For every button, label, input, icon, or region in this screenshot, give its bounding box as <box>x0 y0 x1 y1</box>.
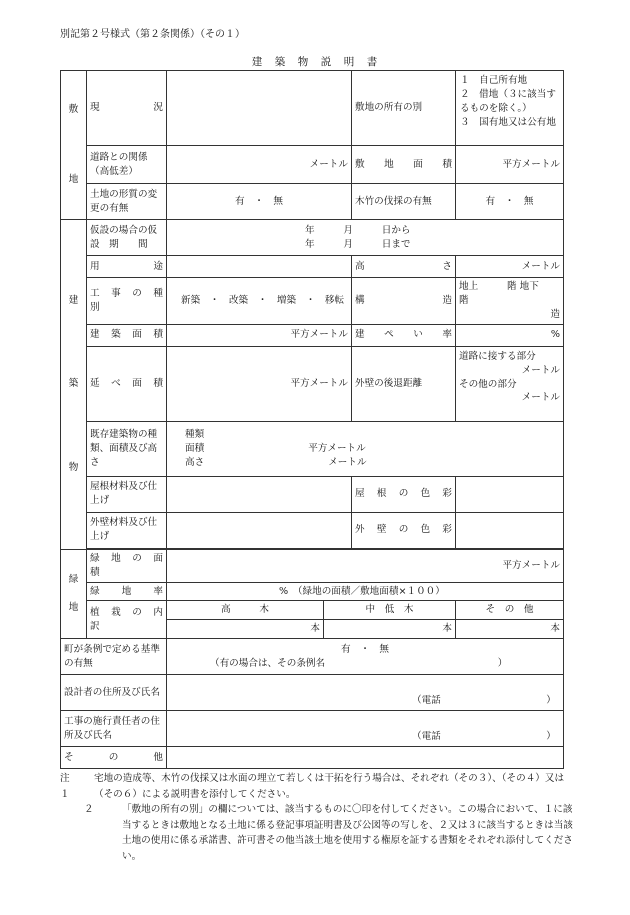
field-current-state[interactable] <box>167 71 352 146</box>
label-wall-setback: 外壁の後退距離 <box>352 346 456 421</box>
row-contractor <box>61 711 564 747</box>
field-roof-material[interactable] <box>167 476 352 512</box>
label-coverage-ratio: 建 ぺ い 率 <box>352 324 456 346</box>
label-ordinance: 町が条例で定める基準の有無 <box>61 639 167 675</box>
building-description-table <box>60 70 568 769</box>
notes <box>60 771 575 864</box>
label-soil-change: 土地の形質の変更の有無 <box>87 184 167 220</box>
label-green-ratio: 緑 地 率 <box>87 582 167 601</box>
temporary-from: 年 月 日から <box>305 224 411 236</box>
row-other <box>61 747 564 769</box>
header-other-plants: そ の 他 <box>456 601 564 620</box>
document-title: 建 築 物 説 明 書 <box>251 56 379 68</box>
field-mid-low-trees[interactable]: 本 <box>324 620 456 639</box>
field-other-plants[interactable]: 本 <box>456 620 564 639</box>
row-green-area <box>61 549 564 582</box>
field-wall-setback[interactable]: 道路に接する部分 メートル その他の部分 メートル <box>456 346 564 421</box>
row-planting-header <box>61 601 564 620</box>
row-floor-area <box>61 346 564 421</box>
row-roof <box>61 476 564 512</box>
label-designer: 設計者の住所及び氏名 <box>61 675 167 711</box>
label-existing-building: 既存建築物の種 類、面積及び高 さ <box>87 421 167 476</box>
label-building-area: 建 築 面 積 <box>87 324 167 346</box>
label-roof-color: 屋 根 の 色 彩 <box>352 476 456 512</box>
field-floor-area[interactable]: 平方メートル <box>167 346 352 421</box>
field-road-relation[interactable]: メートル <box>167 146 352 184</box>
section-building: 建 築 物 <box>61 220 87 550</box>
section-green: 緑 地 <box>61 549 87 639</box>
row-site-soil <box>61 184 564 220</box>
field-ordinance[interactable]: 有 ・ 無 （有の場合は、その条例名 ） <box>167 639 564 675</box>
field-tree-cutting[interactable]: 有 ・ 無 <box>456 184 564 220</box>
label-ownership: 敷地の所有の別 <box>352 71 456 146</box>
field-other[interactable] <box>167 747 564 769</box>
field-green-area[interactable]: 平方メートル <box>167 549 564 582</box>
field-use[interactable] <box>167 256 352 278</box>
label-wall-color: 外 壁 の 色 彩 <box>352 512 456 548</box>
ownership-option-2: ２ 借地（３に該当するものを除く。） <box>460 88 556 114</box>
label-tree-cutting: 木竹の伐採の有無 <box>352 184 456 220</box>
ownership-option-1: １ 自己所有地 <box>460 75 528 86</box>
label-current-state: 現 況 <box>87 71 167 146</box>
row-temporary-period <box>61 220 564 256</box>
label-other: そ の 他 <box>61 747 167 769</box>
field-wall-color[interactable] <box>456 512 564 548</box>
row-site-road <box>61 146 564 184</box>
label-temporary-period: 仮設の場合の仮 設 期 間 <box>87 220 167 256</box>
field-roof-color[interactable] <box>456 476 564 512</box>
label-green-area: 緑 地 の 面 積 <box>87 549 167 582</box>
field-coverage-ratio[interactable]: % <box>456 324 564 346</box>
temporary-to: 年 月 日まで <box>305 238 411 250</box>
field-soil-change[interactable]: 有 ・ 無 <box>167 184 352 220</box>
header-mid-low-trees: 中 低 木 <box>324 601 456 620</box>
label-planting: 植 栽 の 内 訳 <box>87 601 167 639</box>
label-structure: 構 造 <box>352 278 456 325</box>
field-ownership[interactable] <box>456 71 564 146</box>
section-site: 敷 地 <box>61 71 87 220</box>
row-existing-building <box>61 421 564 476</box>
field-structure[interactable]: 地上 階 地下 階 造 <box>456 278 564 325</box>
field-existing-building[interactable]: 種類 面積 平方メートル 高さ メートル <box>167 421 564 476</box>
label-wall-material: 外壁材料及び仕上げ <box>87 512 167 548</box>
label-road-relation: 道路との関係 （高低差） <box>87 146 167 184</box>
row-wall <box>61 512 564 548</box>
ownership-option-3: ３ 国有地又は公有地 <box>460 116 556 128</box>
field-height[interactable]: メートル <box>456 256 564 278</box>
field-temporary-period[interactable] <box>167 220 564 256</box>
field-contractor[interactable]: （電話 ） <box>167 711 564 747</box>
note-2: ２ 「敷地の所有の別」の欄については、該当するものに〇印を付してください。この場合において、１に該当するときは敷地となる土地に係る登記事項証明書及び公図等の写しを、２又は３に該当するときは当該土地の使用に係る承諾書、許可書その他当該土地を使用する権原を証する書類をそれぞれ添付してください。 <box>84 804 573 862</box>
field-building-area[interactable]: 平方メートル <box>167 324 352 346</box>
label-roof-material: 屋根材料及び仕上げ <box>87 476 167 512</box>
row-green-ratio <box>61 582 564 601</box>
field-tall-trees[interactable]: 本 <box>167 620 324 639</box>
row-ordinance <box>61 639 564 675</box>
form-label: 別記第２号様式（第２条関係）（その１） <box>60 29 245 40</box>
field-green-ratio[interactable]: % （緑地の面積／敷地面積×１００） <box>167 582 564 601</box>
field-designer[interactable]: （電話 ） <box>167 675 564 711</box>
row-building-area <box>61 324 564 346</box>
field-site-area[interactable]: 平方メートル <box>456 146 564 184</box>
label-height: 高 さ <box>352 256 456 278</box>
label-contractor: 工事の施行責任者の住所及び氏名 <box>61 711 167 747</box>
row-designer <box>61 675 564 711</box>
label-use: 用 途 <box>87 256 167 278</box>
note-1: 注 １ 宅地の造成等、木竹の伐採又は水面の埋立て若しくは干拓を行う場合は、それぞれ（その３）、（その４）又は（その６）による説明書を添付してください。 <box>60 773 565 800</box>
header-tall-trees: 高 木 <box>167 601 324 620</box>
row-work-structure <box>61 278 564 325</box>
row-use-height <box>61 256 564 278</box>
row-site-status <box>61 71 564 146</box>
field-wall-material[interactable] <box>167 512 352 548</box>
field-work-type[interactable]: 新築 ・ 改築 ・ 増築 ・ 移転 <box>167 278 352 325</box>
label-floor-area: 延 べ 面 積 <box>87 346 167 421</box>
label-work-type: 工 事 の 種 別 <box>87 278 167 325</box>
label-site-area: 敷 地 面 積 <box>352 146 456 184</box>
